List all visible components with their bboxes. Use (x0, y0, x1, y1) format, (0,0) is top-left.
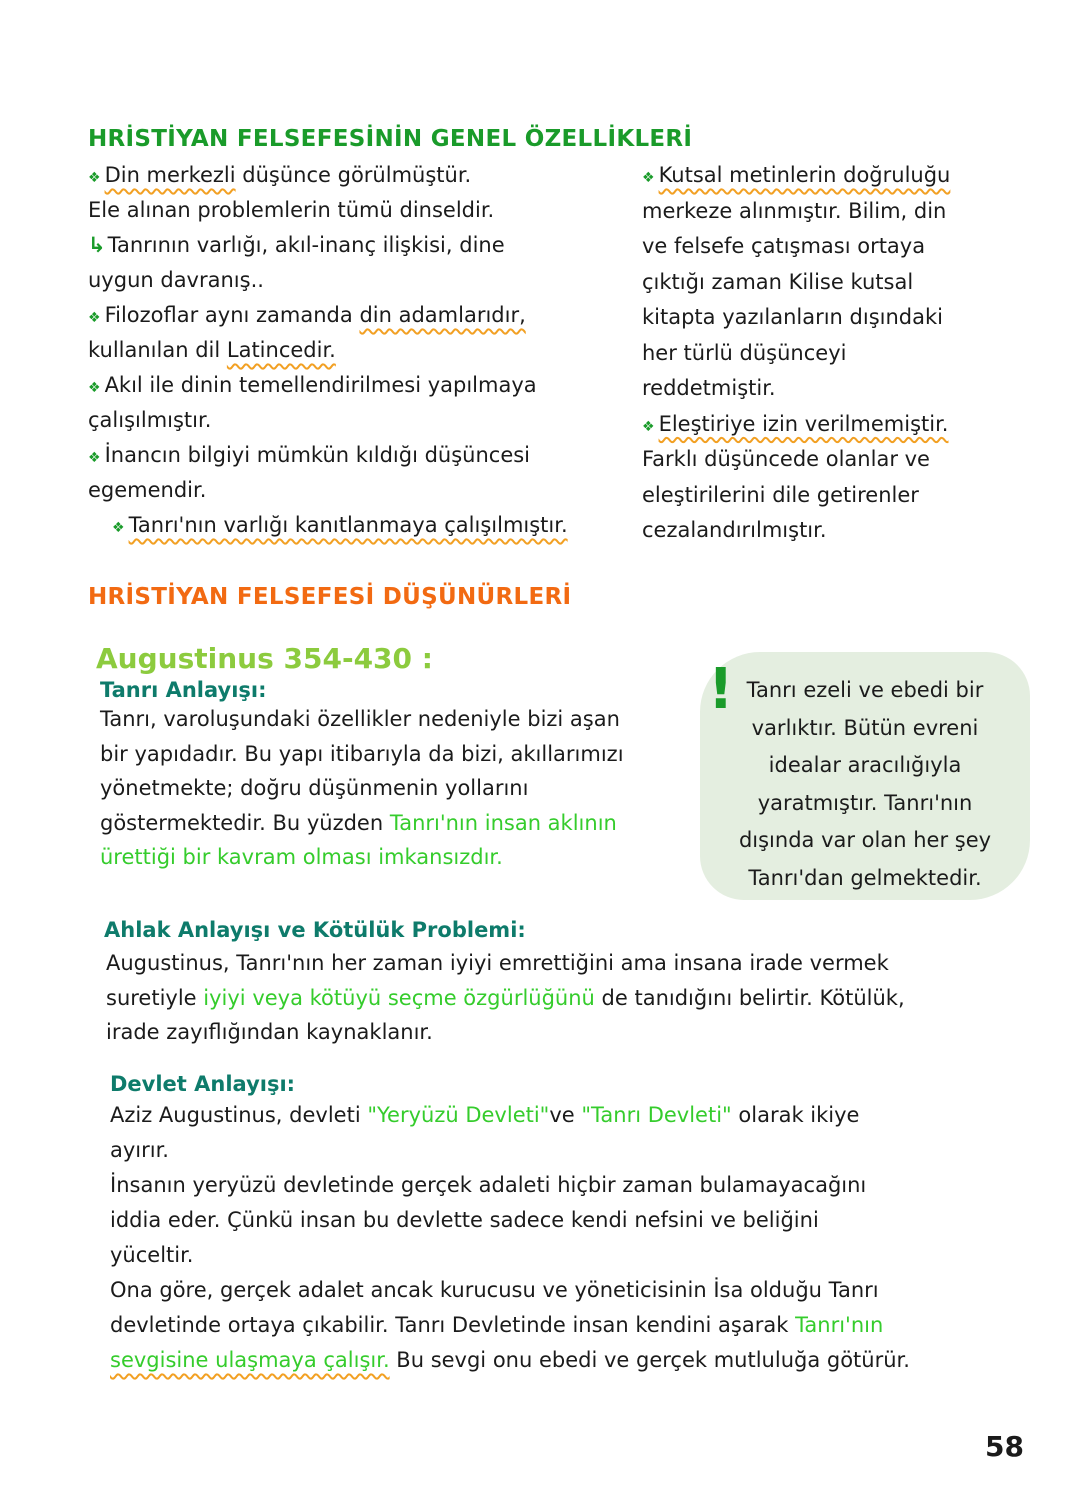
text-span: Ele alınan problemlerin tümü dinseldir. (88, 198, 495, 222)
leaf-bullet-icon: ❖ (88, 310, 101, 326)
text-line (642, 196, 946, 226)
text-line (110, 1345, 910, 1375)
text-span: Akıl ile dinin temellendirilmesi yapılmaya (104, 373, 537, 397)
leaf-bullet-icon: ❖ (642, 418, 655, 435)
text-span: Aziz Augustinus, devleti (110, 1103, 368, 1127)
text-span: Ona göre, gerçek adalet ancak kurucusu ve yöneticisinin İsa olduğu Tanrı (110, 1278, 879, 1302)
ethics-heading: Ahlak Anlayışı ve Kötülük Problemi: (104, 918, 526, 942)
state-heading: Devlet Anlayışı: (110, 1072, 296, 1096)
text-line (88, 370, 537, 403)
leaf-bullet-icon: ❖ (112, 520, 125, 536)
text-line (100, 739, 624, 769)
leaf-bullet-icon: ❖ (88, 170, 101, 186)
highlighted-text: Eleştiriye izin verilmemiştir. (658, 411, 949, 436)
text-line (100, 842, 503, 872)
text-line (110, 1205, 819, 1235)
text-line (106, 983, 905, 1013)
text-span: düşünce görülmüştür. (235, 163, 472, 187)
text-line (100, 704, 620, 734)
section-title-thinkers: HRİSTİYAN FELSEFESİ DÜŞÜNÜRLERİ (88, 584, 572, 610)
text-line (110, 1135, 169, 1165)
text-line (88, 405, 211, 435)
highlighted-text: ürettiği bir kavram olması imkansızdır. (100, 845, 503, 869)
text-line (642, 409, 948, 442)
text-line (642, 480, 919, 510)
text-line (642, 302, 943, 332)
highlighted-text: iyiyi veya kötüyü seçme özgürlüğünü (203, 985, 595, 1010)
text-span: merkeze alınmıştır. Bilim, din (642, 198, 947, 223)
highlighted-text: Tanrı'nın insan aklının (389, 810, 617, 835)
text-line (88, 335, 336, 365)
text-span: uygun davranış.. (88, 268, 264, 292)
arrow-icon: ↳ (88, 233, 106, 257)
text-span: bir yapıdadır. Bu yapı itibarıyla da bizi, akıllarımızı (100, 741, 624, 766)
text-span: Filozoflar aynı zamanda (104, 303, 360, 327)
text-span: cezalandırılmıştır. (642, 518, 827, 542)
text-line (88, 195, 494, 225)
highlighted-text: "Yeryüzü Devleti" (367, 1103, 550, 1127)
text-span: çalışılmıştır. (88, 408, 212, 432)
text-span: irade zayıflığından kaynaklanır. (106, 1020, 433, 1044)
text-span: Tanrı, varoluşundaki özellikler nedeniyle bizi aşan (100, 707, 620, 731)
highlighted-text: sevgisine ulaşmaya çalışır. (110, 1348, 390, 1372)
text-line (106, 948, 889, 978)
text-line (88, 440, 530, 473)
highlighted-text: Latincedir. (226, 338, 336, 362)
text-span: kitapta yazılanların dışındaki (642, 305, 943, 329)
text-span: Augustinus, Tanrı'nın her zaman iyiyi emrettiğini ama insana irade vermek (106, 951, 889, 975)
text-span: egemendir. (88, 478, 207, 502)
text-span: her türlü düşünceyi (642, 340, 847, 365)
text-span: Tanrının varlığı, akıl-inanç ilişkisi, dine (107, 233, 505, 257)
highlighted-text: "Tanrı Devleti" (581, 1103, 732, 1127)
text-line (642, 338, 846, 368)
text-span: yüceltir. (110, 1243, 194, 1267)
text-span: İnancın bilgiyi mümkün kıldığı düşüncesi (104, 443, 531, 467)
text-line (88, 160, 471, 193)
text-span: Bu sevgi onu ebedi ve gerçek mutluluğa götürür. (389, 1348, 910, 1372)
leaf-bullet-icon: ❖ (642, 170, 655, 186)
thinker-name: Augustinus 354-430 : (96, 642, 433, 675)
text-span: de tanıdığını belirtir. Kötülük, (594, 985, 905, 1010)
note-box (700, 652, 1030, 900)
text-line (110, 1170, 866, 1200)
text-span: Farklı düşüncede olanlar ve (642, 447, 930, 471)
text-span: suretiyle (106, 985, 204, 1010)
highlighted-text: Kutsal metinlerin doğruluğu (658, 163, 951, 187)
text-span: iddia eder. Çünkü insan bu devlette sadece kendi nefsini ve beliğini (110, 1208, 819, 1232)
text-line (642, 444, 930, 474)
text-line (88, 475, 206, 505)
text-span: kullanılan dil (88, 338, 227, 362)
text-line (112, 510, 568, 543)
note-line: Tanrı ezeli ve ebedi bir (746, 678, 984, 702)
leaf-bullet-icon: ❖ (88, 380, 101, 396)
text-span: yönetmekte; doğru düşünmenin yollarını (100, 776, 529, 800)
text-line (642, 231, 925, 261)
text-span: göstermektedir. Bu yüzden (100, 810, 390, 835)
note-line: varlıktır. Bütün evreni (751, 715, 979, 740)
text-line (88, 230, 505, 260)
text-line (110, 1275, 879, 1305)
god-heading: Tanrı Anlayışı: (100, 678, 267, 702)
text-line (110, 1310, 883, 1340)
text-line (100, 808, 617, 838)
note-line: idealar aracılığıyla (768, 753, 962, 777)
text-line (642, 373, 776, 403)
text-span: ve (549, 1103, 582, 1127)
text-span: ayırır. (110, 1138, 169, 1162)
highlighted-text: Din merkezli (104, 163, 236, 187)
text-span: eleştirilerini dile getirenler (642, 482, 919, 507)
text-line (88, 300, 526, 333)
text-line (106, 1017, 433, 1047)
text-span: ve felsefe çatışması ortaya (642, 234, 926, 258)
text-line (100, 773, 528, 803)
note-line: dışında var olan her şey (738, 828, 992, 852)
highlighted-text: Tanrı'nın varlığı kanıtlanmaya çalışılmıştır. (128, 513, 568, 537)
text-line (642, 160, 950, 193)
exclamation-icon: ! (708, 657, 734, 722)
text-line (110, 1240, 194, 1270)
leaf-bullet-icon: ❖ (88, 450, 101, 466)
highlighted-text: din adamlarıdır, (359, 303, 526, 327)
section-title-features: HRİSTİYAN FELSEFESİNİN GENEL ÖZELLİKLERİ (88, 126, 693, 152)
page-number: 58 (985, 1430, 1024, 1463)
text-span: olarak ikiye (731, 1103, 860, 1127)
text-line (110, 1100, 859, 1130)
text-line (88, 265, 264, 295)
text-span: devletinde ortaya çıkabilir. Tanrı Devletinde insan kendini aşarak (110, 1313, 796, 1337)
note-line: yaratmıştır. Tanrı'nın (757, 790, 973, 815)
text-span: reddetmiştir. (642, 376, 776, 400)
highlighted-text: Tanrı'nın (795, 1313, 884, 1337)
text-line (642, 515, 827, 545)
note-line: Tanrı'dan gelmektedir. (748, 865, 982, 890)
text-span: İnsanın yeryüzü devletinde gerçek adaleti hiçbir zaman bulamayacağını (110, 1173, 867, 1197)
text-line (642, 267, 913, 297)
text-span: çıktığı zaman Kilise kutsal (642, 269, 914, 294)
